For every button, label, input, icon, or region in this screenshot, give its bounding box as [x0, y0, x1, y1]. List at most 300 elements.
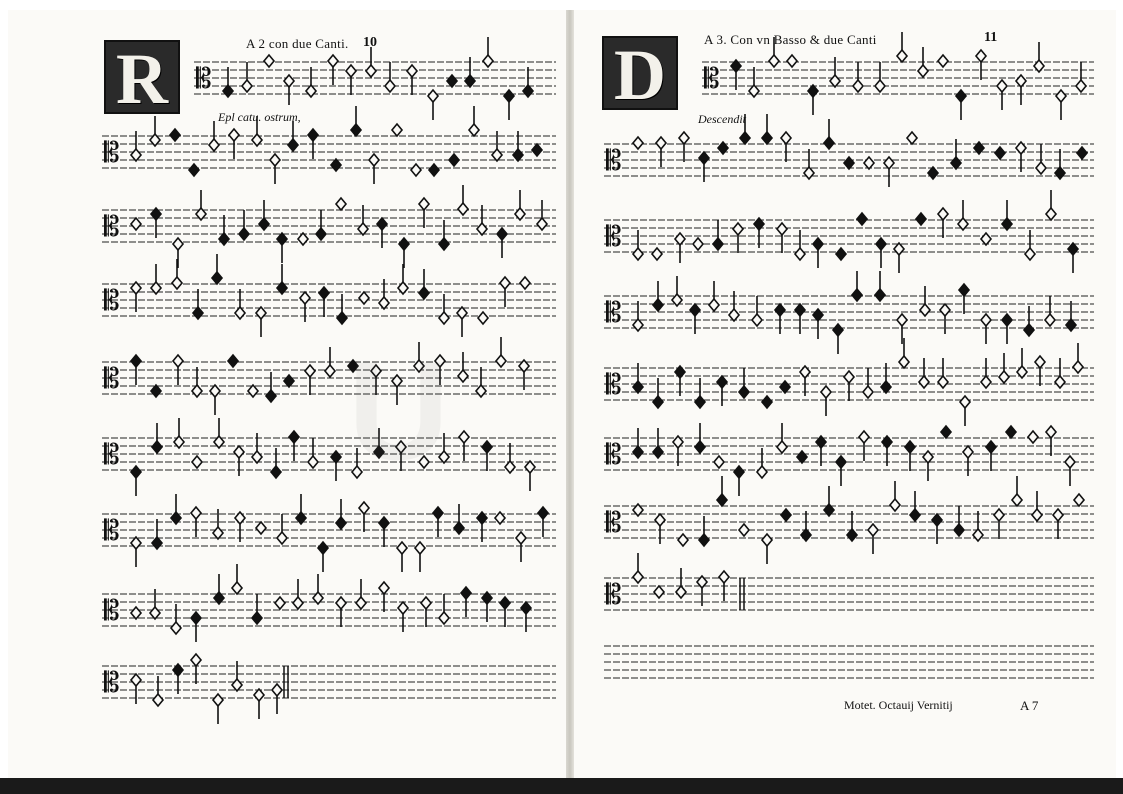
music-staff — [102, 106, 556, 184]
note-mark — [131, 537, 141, 549]
note-mark — [131, 607, 141, 619]
note-mark — [419, 198, 429, 210]
music-staff — [102, 564, 556, 642]
note-mark — [305, 365, 315, 377]
note-mark — [1045, 314, 1055, 326]
note-mark — [458, 203, 468, 215]
note-mark — [986, 441, 996, 453]
music-staff — [702, 32, 1094, 120]
note-mark — [821, 386, 831, 398]
note-mark — [256, 307, 266, 319]
note-mark — [520, 277, 530, 289]
note-mark — [960, 396, 970, 408]
note-mark — [191, 654, 201, 666]
note-mark — [254, 689, 264, 701]
note-mark — [868, 524, 878, 536]
note-mark — [336, 198, 346, 210]
note-mark — [717, 376, 727, 388]
note-mark — [699, 534, 709, 546]
note-mark — [523, 85, 533, 97]
music-staff — [102, 654, 556, 724]
note-mark — [693, 238, 703, 250]
note-mark — [131, 149, 141, 161]
note-mark — [308, 129, 318, 141]
note-mark — [1035, 356, 1045, 368]
note-mark — [284, 375, 294, 387]
note-mark — [734, 466, 744, 478]
note-mark — [131, 466, 141, 478]
note-mark — [172, 277, 182, 289]
note-mark — [836, 456, 846, 468]
note-mark — [308, 456, 318, 468]
left-music-staves — [8, 10, 566, 778]
note-mark — [235, 307, 245, 319]
note-mark — [270, 154, 280, 166]
note-mark — [429, 164, 439, 176]
note-mark — [844, 371, 854, 383]
clef-icon: 𝄡 — [606, 296, 622, 329]
note-mark — [392, 375, 402, 387]
right-page-header: A 3. Con vn Basso & due Canti — [704, 32, 877, 47]
note-mark — [863, 386, 873, 398]
note-mark — [813, 238, 823, 250]
note-mark — [653, 396, 663, 408]
music-staff — [604, 646, 1094, 678]
note-mark — [271, 466, 281, 478]
note-mark — [733, 223, 743, 235]
note-mark — [219, 233, 229, 245]
note-mark — [325, 365, 335, 377]
note-mark — [192, 385, 202, 397]
note-mark — [941, 426, 951, 438]
note-mark — [709, 299, 719, 311]
note-mark — [1032, 509, 1042, 521]
note-mark — [1002, 314, 1012, 326]
note-mark — [131, 674, 141, 686]
note-mark — [239, 228, 249, 240]
note-mark — [963, 446, 973, 458]
note-mark — [938, 376, 948, 388]
clef-icon: 𝄡 — [104, 284, 120, 317]
music-staff — [604, 271, 1094, 354]
note-mark — [633, 446, 643, 458]
music-staff — [604, 338, 1094, 426]
clef-icon: 𝄡 — [104, 594, 120, 627]
note-mark — [995, 147, 1005, 159]
note-mark — [500, 277, 510, 289]
note-mark — [976, 50, 986, 62]
note-mark — [932, 514, 942, 526]
note-mark — [377, 218, 387, 230]
note-mark — [477, 223, 487, 235]
note-mark — [918, 65, 928, 77]
note-mark — [633, 248, 643, 260]
note-mark — [633, 137, 643, 149]
note-mark — [213, 694, 223, 706]
note-mark — [938, 55, 948, 67]
note-mark — [374, 446, 384, 458]
note-mark — [366, 65, 376, 77]
note-mark — [1055, 376, 1065, 388]
note-mark — [469, 124, 479, 136]
music-staff — [194, 37, 556, 120]
note-mark — [483, 55, 493, 67]
left-page-header: A 2 con due Canti. — [246, 36, 349, 51]
note-mark — [504, 90, 514, 102]
note-mark — [439, 312, 449, 324]
note-mark — [679, 132, 689, 144]
note-mark — [266, 390, 276, 402]
note-mark — [729, 309, 739, 321]
note-mark — [890, 499, 900, 511]
book-spread — [8, 10, 1116, 778]
note-mark — [521, 602, 531, 614]
left-page-incipit: Epl catu. ostrum, — [218, 110, 301, 124]
note-mark — [500, 597, 510, 609]
note-mark — [399, 238, 409, 250]
note-mark — [447, 75, 457, 87]
note-mark — [916, 213, 926, 225]
note-mark — [739, 524, 749, 536]
note-mark — [439, 612, 449, 624]
note-mark — [496, 355, 506, 367]
note-mark — [189, 164, 199, 176]
note-mark — [795, 248, 805, 260]
note-mark — [881, 381, 891, 393]
note-mark — [1073, 361, 1083, 373]
right-page-signature: A 7 — [1020, 698, 1039, 713]
note-mark — [656, 137, 666, 149]
music-staff — [102, 185, 556, 268]
note-mark — [864, 157, 874, 169]
scan-border — [0, 778, 1123, 794]
note-mark — [433, 507, 443, 519]
note-mark — [439, 238, 449, 250]
note-mark — [319, 287, 329, 299]
right-page-footer: Motet. Octauij Vernitij — [844, 698, 953, 712]
note-mark — [775, 304, 785, 316]
note-mark — [847, 529, 857, 541]
note-mark — [411, 164, 421, 176]
note-mark — [852, 289, 862, 301]
note-mark — [152, 441, 162, 453]
right-page-folio: 11 — [984, 30, 998, 45]
clef-icon: 𝄡 — [704, 62, 720, 95]
left-page-folio: 10 — [363, 35, 377, 50]
note-mark — [336, 517, 346, 529]
note-mark — [938, 208, 948, 220]
note-mark — [1056, 90, 1066, 102]
note-mark — [173, 355, 183, 367]
note-mark — [897, 50, 907, 62]
note-mark — [1012, 494, 1022, 506]
note-mark — [242, 80, 252, 92]
note-mark — [853, 80, 863, 92]
note-mark — [150, 607, 160, 619]
note-mark — [749, 85, 759, 97]
note-mark — [379, 297, 389, 309]
note-mark — [717, 494, 727, 506]
note-mark — [328, 55, 338, 67]
note-mark — [358, 223, 368, 235]
note-mark — [675, 233, 685, 245]
note-mark — [653, 446, 663, 458]
note-mark — [277, 233, 287, 245]
note-mark — [714, 456, 724, 468]
note-mark — [797, 451, 807, 463]
note-mark — [379, 517, 389, 529]
note-mark — [719, 571, 729, 583]
note-mark — [277, 532, 287, 544]
note-mark — [398, 602, 408, 614]
note-mark — [762, 534, 772, 546]
note-mark — [713, 238, 723, 250]
note-mark — [956, 90, 966, 102]
note-mark — [752, 314, 762, 326]
note-mark — [331, 451, 341, 463]
note-mark — [229, 129, 239, 141]
note-mark — [777, 441, 787, 453]
note-mark — [407, 65, 417, 77]
note-mark — [813, 309, 823, 321]
note-mark — [875, 289, 885, 301]
note-mark — [676, 586, 686, 598]
music-staff — [604, 553, 1094, 611]
note-mark — [497, 228, 507, 240]
clef-icon: 𝄡 — [104, 666, 120, 699]
note-mark — [940, 304, 950, 316]
note-mark — [740, 132, 750, 144]
right-page-incipit: Descendit — [698, 112, 746, 126]
clef-icon: 𝄡 — [104, 514, 120, 547]
note-mark — [781, 132, 791, 144]
note-mark — [981, 233, 991, 245]
note-mark — [435, 355, 445, 367]
left-page — [8, 10, 566, 778]
note-mark — [454, 522, 464, 534]
note-mark — [131, 218, 141, 230]
note-mark — [801, 529, 811, 541]
note-mark — [777, 223, 787, 235]
note-mark — [910, 509, 920, 521]
note-mark — [351, 124, 361, 136]
note-mark — [337, 312, 347, 324]
note-mark — [1068, 243, 1078, 255]
note-mark — [256, 522, 266, 534]
right-page — [574, 10, 1116, 778]
clef-icon: 𝄡 — [606, 144, 622, 177]
note-mark — [1028, 431, 1038, 443]
note-mark — [213, 527, 223, 539]
note-mark — [209, 139, 219, 151]
note-mark — [653, 299, 663, 311]
note-mark — [428, 90, 438, 102]
note-mark — [1077, 147, 1087, 159]
note-mark — [191, 507, 201, 519]
note-mark — [875, 80, 885, 92]
note-mark — [981, 376, 991, 388]
book-gutter — [566, 10, 574, 778]
music-staff — [102, 337, 556, 415]
note-mark — [981, 314, 991, 326]
note-mark — [781, 509, 791, 521]
note-mark — [876, 238, 886, 250]
note-mark — [899, 356, 909, 368]
clef-icon: 𝄡 — [606, 368, 622, 401]
note-mark — [997, 80, 1007, 92]
note-mark — [316, 228, 326, 240]
note-mark — [959, 284, 969, 296]
note-mark — [300, 292, 310, 304]
note-mark — [293, 597, 303, 609]
note-mark — [193, 307, 203, 319]
note-mark — [234, 446, 244, 458]
note-mark — [1016, 75, 1026, 87]
initial-letter-left: R — [116, 39, 168, 119]
note-mark — [830, 75, 840, 87]
note-mark — [699, 152, 709, 164]
note-mark — [284, 75, 294, 87]
note-mark — [928, 167, 938, 179]
note-mark — [690, 304, 700, 316]
note-mark — [289, 431, 299, 443]
note-mark — [516, 532, 526, 544]
note-mark — [482, 441, 492, 453]
note-mark — [153, 694, 163, 706]
note-mark — [264, 55, 274, 67]
clef-icon: 𝄡 — [196, 62, 212, 95]
note-mark — [379, 582, 389, 594]
note-mark — [1025, 248, 1035, 260]
note-mark — [1046, 426, 1056, 438]
note-mark — [397, 542, 407, 554]
note-mark — [331, 159, 341, 171]
note-mark — [369, 154, 379, 166]
music-staff — [102, 418, 556, 496]
note-mark — [762, 132, 772, 144]
note-mark — [476, 385, 486, 397]
music-staff — [102, 494, 556, 572]
note-mark — [894, 243, 904, 255]
note-mark — [513, 149, 523, 161]
note-mark — [248, 385, 258, 397]
note-mark — [804, 167, 814, 179]
note-mark — [421, 597, 431, 609]
note-mark — [633, 571, 643, 583]
note-mark — [449, 154, 459, 166]
note-mark — [525, 461, 535, 473]
clef-icon: 𝄡 — [606, 578, 622, 611]
note-mark — [352, 466, 362, 478]
note-mark — [999, 371, 1009, 383]
note-mark — [171, 622, 181, 634]
note-mark — [478, 312, 488, 324]
note-mark — [951, 157, 961, 169]
note-mark — [654, 586, 664, 598]
music-staff — [604, 114, 1094, 187]
note-mark — [844, 157, 854, 169]
note-mark — [505, 461, 515, 473]
note-mark — [371, 365, 381, 377]
note-mark — [298, 233, 308, 245]
note-mark — [275, 597, 285, 609]
note-mark — [905, 441, 915, 453]
clef-icon: 𝄡 — [104, 362, 120, 395]
note-mark — [359, 292, 369, 304]
note-mark — [212, 272, 222, 284]
note-mark — [259, 218, 269, 230]
note-mark — [392, 124, 402, 136]
note-mark — [1036, 162, 1046, 174]
note-mark — [739, 386, 749, 398]
note-mark — [655, 514, 665, 526]
note-mark — [994, 509, 1004, 521]
note-mark — [537, 218, 547, 230]
note-mark — [780, 381, 790, 393]
note-mark — [336, 597, 346, 609]
note-mark — [457, 307, 467, 319]
note-mark — [318, 542, 328, 554]
note-mark — [884, 157, 894, 169]
note-mark — [795, 304, 805, 316]
note-mark — [439, 451, 449, 463]
clef-icon: 𝄡 — [104, 438, 120, 471]
note-mark — [1046, 208, 1056, 220]
note-mark — [836, 248, 846, 260]
note-mark — [538, 507, 548, 519]
right-music-staves — [574, 10, 1116, 778]
note-mark — [465, 75, 475, 87]
note-mark — [973, 529, 983, 541]
note-mark — [808, 85, 818, 97]
clef-icon: 𝄡 — [606, 438, 622, 471]
note-mark — [492, 149, 502, 161]
note-mark — [356, 597, 366, 609]
note-mark — [833, 324, 843, 336]
clef-icon: 𝄡 — [606, 220, 622, 253]
music-staff — [604, 476, 1094, 564]
initial-letter-right: D — [614, 35, 666, 115]
note-mark — [1076, 80, 1086, 92]
note-mark — [923, 451, 933, 463]
note-mark — [396, 441, 406, 453]
note-mark — [695, 396, 705, 408]
note-mark — [919, 376, 929, 388]
note-mark — [787, 55, 797, 67]
note-mark — [897, 314, 907, 326]
note-mark — [223, 85, 233, 97]
note-mark — [633, 319, 643, 331]
clef-icon: 𝄡 — [104, 210, 120, 243]
note-mark — [678, 534, 688, 546]
note-mark — [1053, 509, 1063, 521]
note-mark — [458, 370, 468, 382]
note-mark — [419, 287, 429, 299]
note-mark — [288, 139, 298, 151]
note-mark — [419, 456, 429, 468]
note-mark — [415, 542, 425, 554]
note-mark — [232, 582, 242, 594]
music-staff — [102, 254, 556, 337]
note-mark — [173, 238, 183, 250]
note-mark — [1065, 456, 1075, 468]
note-mark — [170, 129, 180, 141]
note-mark — [633, 381, 643, 393]
note-mark — [228, 355, 238, 367]
note-mark — [272, 684, 282, 696]
note-mark — [152, 537, 162, 549]
note-mark — [859, 431, 869, 443]
